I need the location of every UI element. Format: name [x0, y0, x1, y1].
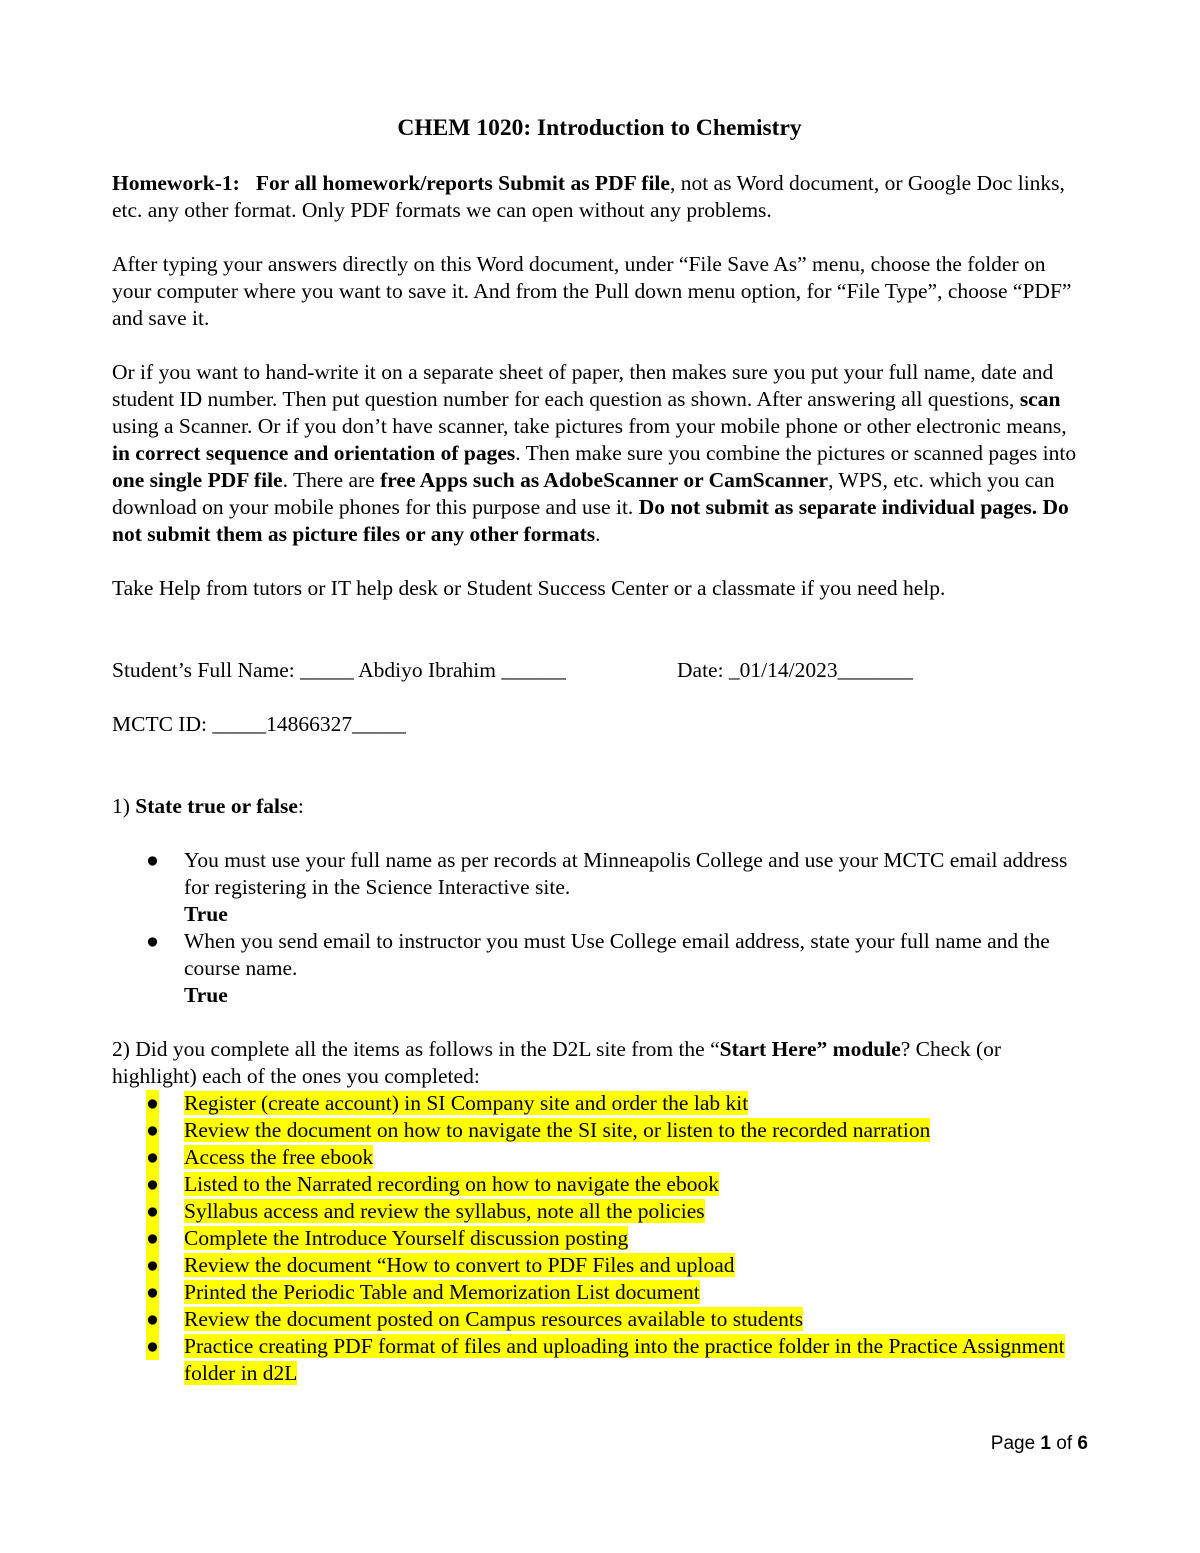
checklist-item: Review the document on how to navigate the SI site, or listen to the recorded narration — [184, 1118, 931, 1142]
question-1-bold: State true or false — [135, 794, 298, 818]
bullet-icon: ● — [146, 1226, 159, 1250]
save-instructions: After typing your answers directly on this Word document, under “File Save As” menu, choose the folder on your computer where you want to save it. And from the Pull down menu option, for “File Type”, choose “PDF” and save it. — [112, 252, 1072, 330]
homework-submit-rule: For all homework/reports Submit as PDF file — [255, 171, 670, 195]
checklist-item: Review the document posted on Campus resources available to students — [184, 1307, 804, 1331]
question-1-colon: : — [297, 794, 304, 818]
checklist-item: Access the free ebook — [184, 1145, 374, 1169]
homework-instructions — [112, 170, 1087, 224]
bullet-icon: ● — [146, 1334, 159, 1358]
handwrite-one-pdf: one single PDF file — [112, 468, 283, 492]
handwrite-apps: free Apps such as AdobeScanner or CamScanner — [380, 468, 829, 492]
list-item — [112, 1090, 1087, 1117]
question-1-number: 1) — [112, 794, 136, 818]
question-1-statement: When you send email to instructor you must Use College email address, state your full name and the course name. — [184, 929, 1050, 980]
list-item — [112, 1225, 1087, 1252]
list-item — [112, 1117, 1087, 1144]
question-1-prompt — [112, 793, 1087, 820]
homework-label: Homework-1: — [112, 171, 240, 195]
question-2-prompt — [112, 1036, 1087, 1090]
question-1-list — [112, 847, 1087, 1009]
bullet-icon: ● — [146, 929, 159, 953]
question-2-text-1: 2) Did you complete all the items as follows in the D2L site from the “ — [112, 1037, 720, 1061]
of-word: of — [1056, 1433, 1073, 1454]
bullet-icon: ● — [146, 848, 159, 872]
bullet-icon: ● — [146, 1091, 159, 1115]
list-item — [112, 1279, 1087, 1306]
handwrite-text-6: . — [595, 522, 601, 546]
handwrite-text-5: , WPS, etc. which you can download on your mobile phones for this purpose and use it. — [112, 468, 1055, 519]
handwrite-text-3: . Then make sure you combine the pictures or scanned pages into — [515, 441, 1077, 465]
date-field[interactable]: Date: _01/14/2023_______ — [677, 658, 913, 682]
list-item — [112, 1171, 1087, 1198]
handwrite-text-2: using a Scanner. Or if you don’t have scanner, take pictures from your mobile phone or other electronic means, — [112, 414, 1067, 438]
page-number: 1 — [1040, 1433, 1051, 1454]
bullet-icon: ● — [146, 1307, 159, 1331]
handwrite-do-not-submit: Do not submit as separate individual pages. Do not submit them as picture files or any other formats — [112, 495, 1069, 546]
list-item — [112, 928, 1087, 1009]
student-fields-row — [112, 657, 1087, 684]
bullet-icon: ● — [146, 1199, 159, 1223]
list-item — [112, 1198, 1087, 1225]
help-note: Take Help from tutors or IT help desk or Student Success Center or a classmate if you need help. — [112, 576, 946, 600]
checklist-item: Complete the Introduce Yourself discussion posting — [184, 1226, 629, 1250]
document-title: CHEM 1020: Introduction to Chemistry — [397, 115, 802, 141]
document-body — [112, 110, 1087, 1387]
checklist-item: Listed to the Narrated recording on how to navigate the ebook — [184, 1172, 719, 1196]
bullet-icon: ● — [146, 1253, 159, 1277]
question-2-checklist — [112, 1090, 1087, 1387]
bullet-icon: ● — [146, 1118, 159, 1142]
handwrite-instructions — [112, 359, 1087, 548]
list-item — [112, 1144, 1087, 1171]
bullet-icon: ● — [146, 1172, 159, 1196]
page-number-footer — [991, 1430, 1088, 1457]
question-1-statement: You must use your full name as per records at Minneapolis College and use your MCTC email address for registering in the Science Interactive site. — [184, 848, 1068, 899]
question-1-answer: True — [184, 983, 228, 1007]
checklist-item: Printed the Periodic Table and Memorization List document — [184, 1280, 700, 1304]
page-total: 6 — [1077, 1433, 1088, 1454]
page-word: Page — [990, 1433, 1036, 1454]
list-item — [112, 847, 1087, 928]
bullet-icon: ● — [146, 1280, 159, 1304]
list-item — [112, 1306, 1087, 1333]
question-2-text-2: ? Check (or highlight) each of the ones you completed: — [112, 1037, 1002, 1088]
checklist-item: Review the document “How to convert to PDF Files and upload — [184, 1253, 735, 1277]
checklist-item: Practice creating PDF format of files and uploading into the practice folder in the Practice Assignment folder in d2L — [184, 1334, 1065, 1385]
question-1-answer: True — [184, 902, 228, 926]
homework-rule-rest: , not as Word document, or Google Doc links, etc. any other format. Only PDF formats we can open without any problems. — [112, 171, 1065, 222]
checklist-item: Syllabus access and review the syllabus, note all the policies — [184, 1199, 705, 1223]
handwrite-scan: scan — [1019, 387, 1061, 411]
checklist-item: Register (create account) in SI Company site and order the lab kit — [184, 1091, 749, 1115]
handwrite-sequence: in correct sequence and orientation of pages — [112, 441, 516, 465]
bullet-icon: ● — [146, 1145, 159, 1169]
list-item — [112, 1252, 1087, 1279]
handwrite-text-1: Or if you want to hand-write it on a separate sheet of paper, then makes sure you put your full name, date and student ID number. Then put question number for each question as shown. After answering all questions, — [112, 360, 1054, 411]
question-2-bold: Start Here” module — [719, 1037, 901, 1061]
list-item — [112, 1333, 1087, 1387]
handwrite-text-4: . There are — [282, 468, 381, 492]
mctc-id-field[interactable]: MCTC ID: _____14866327_____ — [112, 712, 406, 736]
student-name-field[interactable]: Student’s Full Name: _____ Abdiyo Ibrahim ______ — [112, 658, 566, 682]
